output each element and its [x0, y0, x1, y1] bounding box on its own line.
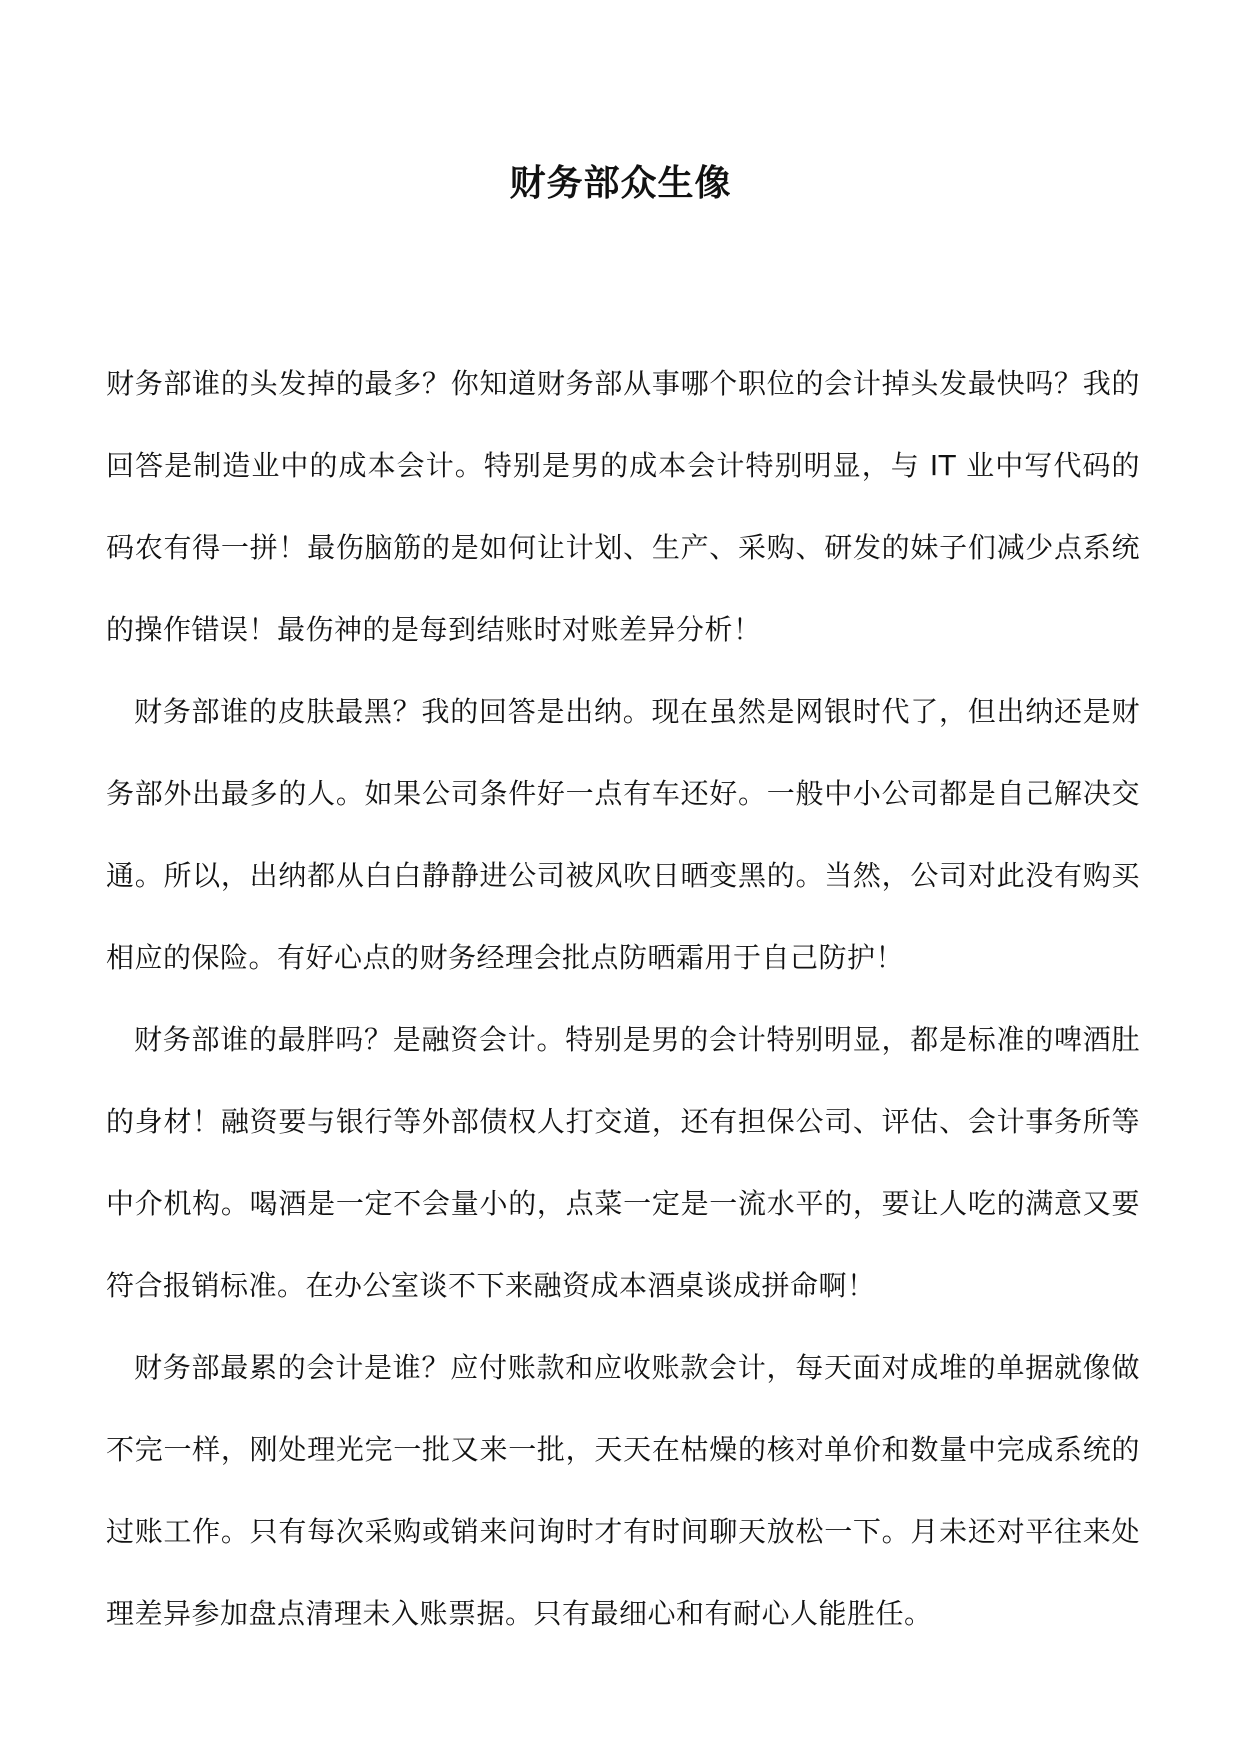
paragraph-most-tired: 财务部最累的会计是谁？应付账款和应收账款会计，每天面对成堆的单据就像做不完一样，刚处理光完一批又来一批，天天在枯燥的核对单价和数量中完成系统的过账工作。只有每次采购或销来问询时才有时间聊天放松一下。月未还对平往来处理差异参加盘点清理未入账票据。只有最细心和有耐心人能胜任。 — [106, 1351, 1140, 1630]
document-body — [106, 343, 1140, 1655]
paragraph-heaviest: 财务部谁的最胖吗？是融资会计。特别是男的会计特别明显，都是标准的啤酒肚的身材！融资要与银行等外部债权人打交道，还有担保公司、评估、会计事务所等中介机构。喝酒是一定不会量小的，点菜一定是一流水平的，要让人吃的满意又要符合报销标准。在办公室谈不下来融资成本酒桌谈成拼命啊！ — [106, 1023, 1140, 1302]
paragraph-hair-loss: 财务部谁的头发掉的最多？你知道财务部从事哪个职位的会计掉头发最快吗？我的回答是制造业中的成本会计。特别是男的成本会计特别明显，与 IT 业中写代码的码农有得一拼！最伤脑筋的是如何让计划、生产、采购、研发的妹子们减少点系统的操作错误！最伤神的是每到结账时对账差异分析！ — [106, 367, 1140, 646]
document-title: 财务部众生像 — [509, 162, 732, 204]
paragraph-dark-skin: 财务部谁的皮肤最黑？我的回答是出纳。现在虽然是网银时代了，但出纳还是财务部外出最多的人。如果公司条件好一点有车还好。一般中小公司都是自己解决交通。所以，出纳都从白白静静进公司被风吹日晒变黑的。当然，公司对此没有购买相应的保险。有好心点的财务经理会批点防晒霜用于自己防护！ — [106, 695, 1140, 974]
